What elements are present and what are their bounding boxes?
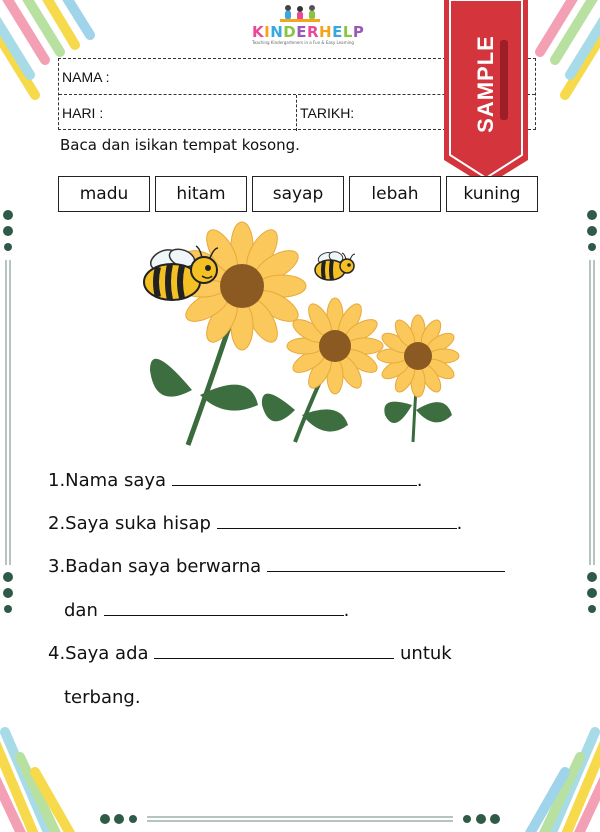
question-3-answer-blank-2[interactable]	[104, 615, 344, 616]
day-field[interactable]	[59, 95, 297, 131]
word-madu: madu	[58, 176, 150, 212]
sample-ribbon	[442, 0, 530, 188]
logo-tagline: Teaching Kindergarteners in a Fun & Easy Learning	[252, 40, 354, 45]
question-3-text: 3.Badan saya berwarna	[48, 556, 262, 577]
question-1-end: .	[416, 470, 423, 491]
question-3-line-2	[64, 600, 349, 621]
question-2-answer-blank[interactable]	[217, 528, 457, 529]
sample-label: SAMPLE	[473, 35, 498, 133]
question-3	[48, 556, 505, 577]
name-label: NAMA :	[62, 69, 110, 85]
question-3-line-2-text: dan	[64, 600, 98, 621]
bottom-border-decoration	[95, 810, 505, 828]
left-border-decoration	[0, 205, 26, 620]
question-2-end: .	[456, 513, 463, 534]
kinderhelp-logo	[252, 4, 365, 52]
question-4	[48, 643, 452, 664]
word-kuning: kuning	[446, 176, 538, 212]
word-sayap: sayap	[252, 176, 344, 212]
word-lebah: lebah	[349, 176, 441, 212]
right-border-decoration	[574, 205, 600, 620]
question-1-answer-blank[interactable]	[172, 485, 417, 486]
word-hitam: hitam	[155, 176, 247, 212]
question-4-text: 4.Saya ada	[48, 643, 149, 664]
question-4-after-text: untuk	[400, 643, 452, 664]
date-label: TARIKH:	[300, 105, 355, 121]
question-1	[48, 470, 423, 491]
question-4-line-2-text: terbang.	[64, 687, 141, 708]
day-label: HARI :	[62, 105, 104, 121]
question-2	[48, 513, 462, 534]
logo-brand-text: KINDERHELP	[252, 23, 365, 41]
instruction-text: Baca dan isikan tempat kosong.	[60, 136, 300, 154]
question-1-text: 1.Nama saya	[48, 470, 167, 491]
word-bank	[58, 176, 538, 212]
kids-logo-icon	[252, 4, 348, 24]
question-2-text: 2.Saya suka hisap	[48, 513, 211, 534]
question-3-end: .	[343, 600, 350, 621]
question-3-answer-blank-1[interactable]	[267, 571, 505, 572]
bees-and-sunflowers-illustration	[130, 220, 470, 450]
question-4-answer-blank[interactable]	[154, 658, 394, 659]
question-4-line-2	[64, 687, 141, 708]
